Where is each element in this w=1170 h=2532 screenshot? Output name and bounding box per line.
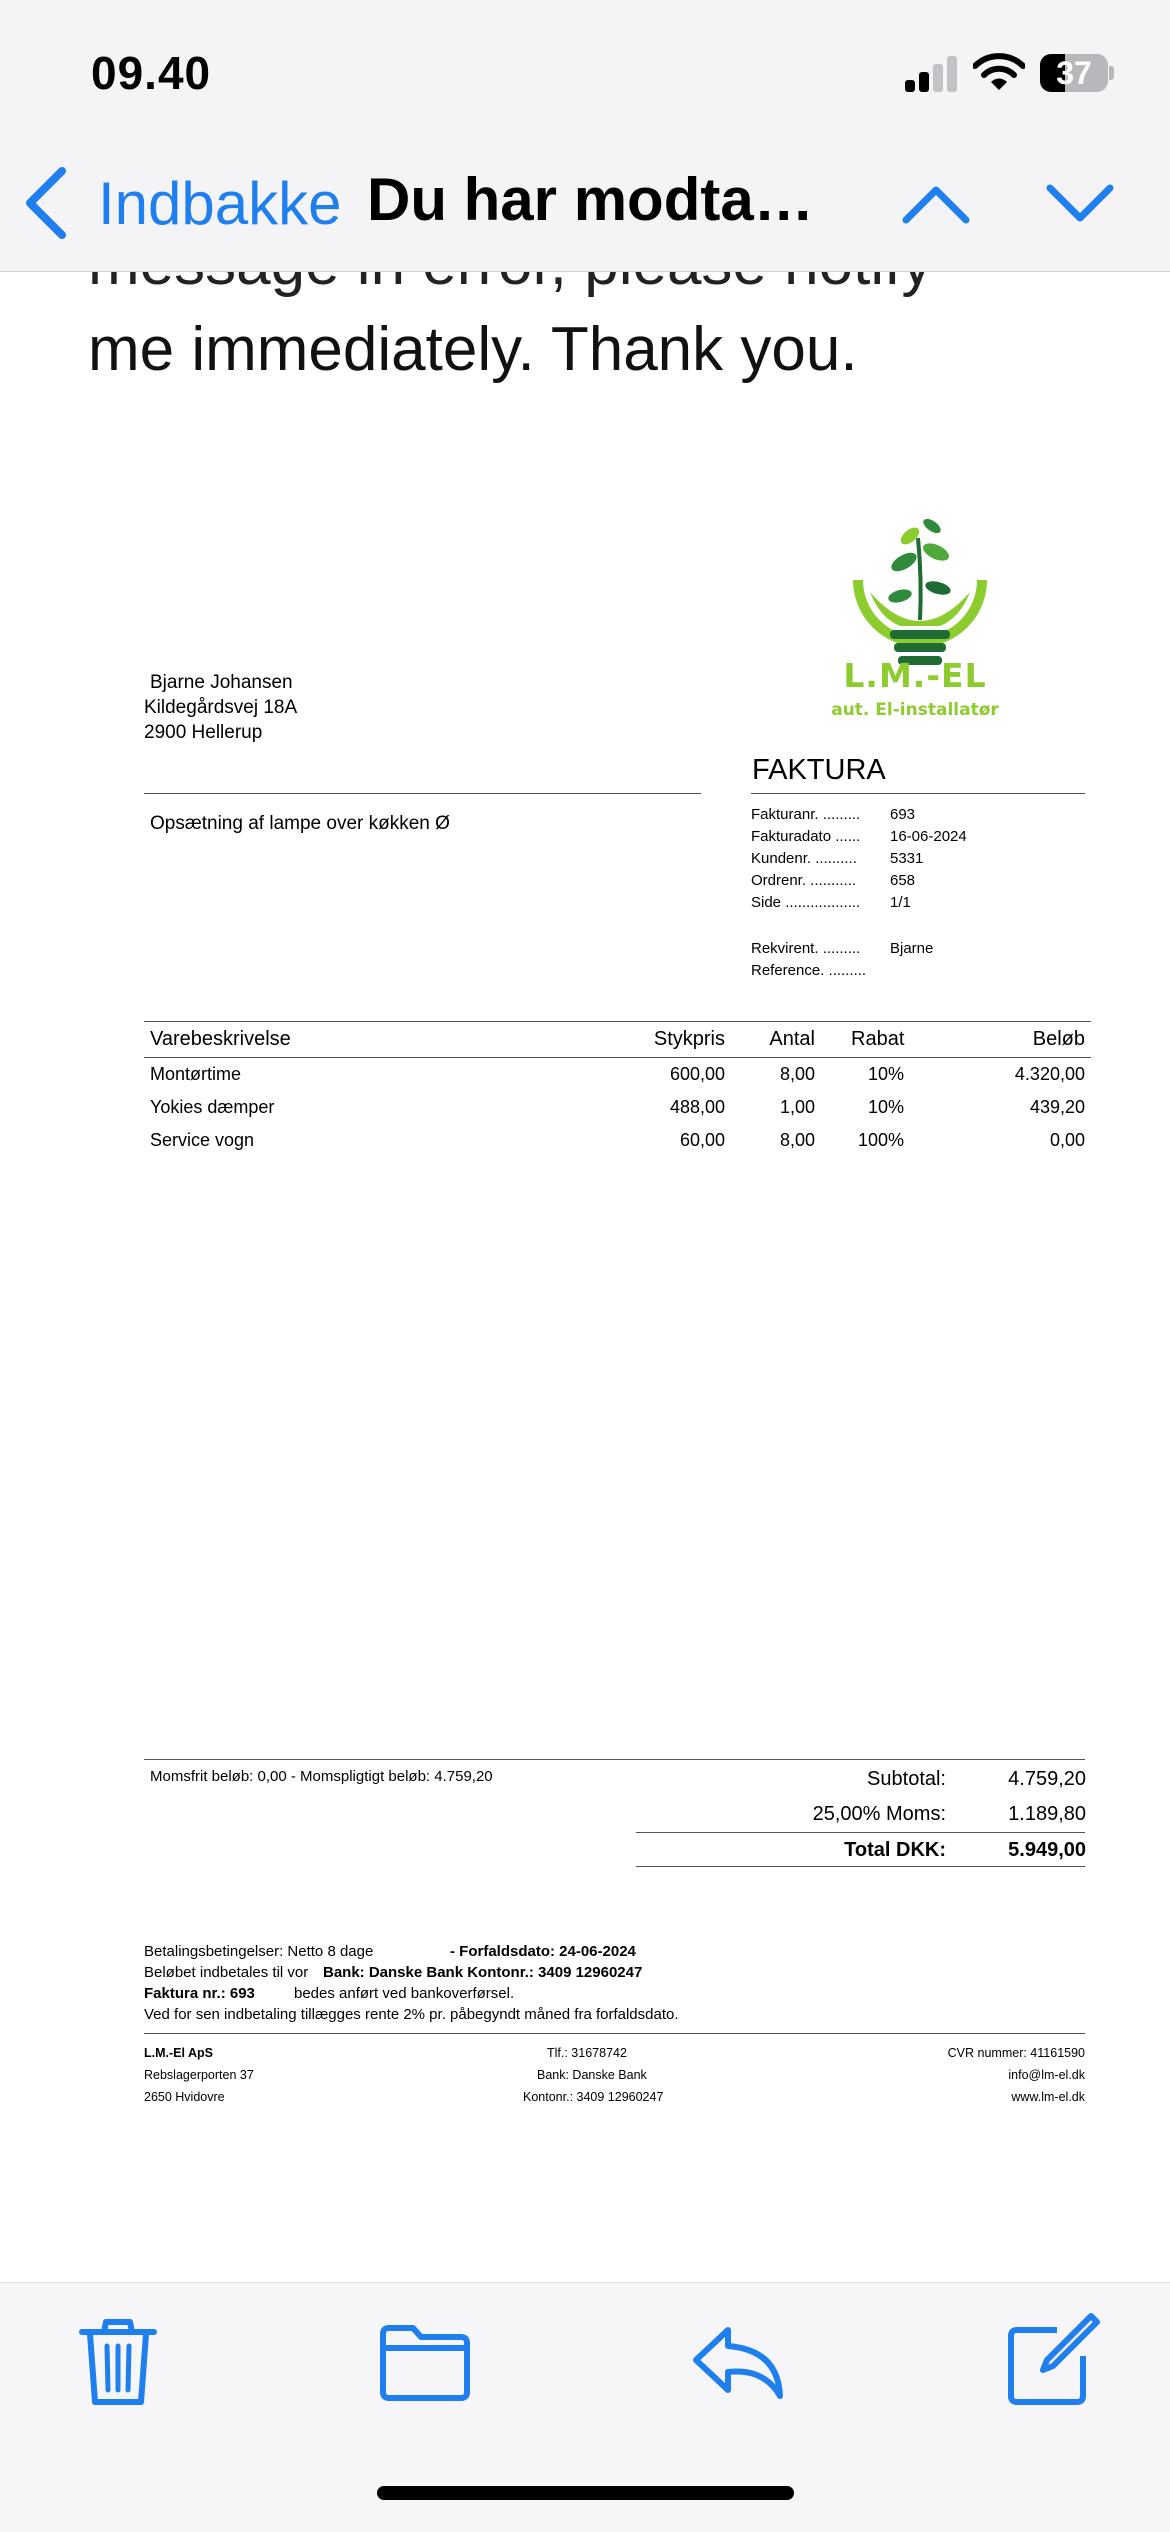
footer-email: info@lm-el.dk	[1008, 2068, 1085, 2082]
cell-qty: 8,00	[779, 1064, 815, 1084]
payment-terms: Betalingsbetingelser: Netto 8 dage	[144, 1943, 374, 1960]
message-text: me immediately. Thank you.	[88, 315, 858, 384]
cell-price: 488,00	[669, 1097, 725, 1117]
vat-value: 1.189,80	[1008, 1803, 1086, 1825]
cell-discount: 100%	[857, 1130, 904, 1150]
meta-value: 1/1	[890, 894, 911, 911]
logo-name: L.M.-EL	[843, 656, 987, 695]
cell-description: Service vogn	[150, 1130, 255, 1150]
invoice-reference: Faktura nr.: 693	[144, 1985, 255, 2002]
subtotal-label: Subtotal:	[867, 1768, 946, 1790]
chevron-left-icon	[20, 165, 72, 241]
meta-label: Side ..................	[751, 894, 861, 911]
meta-label: Ordrenr. ...........	[751, 872, 857, 889]
meta-label: Reference. .........	[751, 962, 867, 979]
recipient-city: 2900 Hellerup	[144, 722, 263, 743]
cell-price: 600,00	[669, 1064, 725, 1084]
folder-icon[interactable]	[375, 2310, 475, 2410]
cell-amount: 0,00	[1049, 1130, 1085, 1150]
meta-value: 5331	[890, 850, 924, 867]
chevron-down-icon[interactable]	[1044, 178, 1116, 228]
payment-prefix: Beløbet indbetales til vor	[144, 1964, 309, 1981]
payment-bank: Bank: Danske Bank Kontonr.: 3409 12960247	[323, 1964, 643, 1981]
trash-icon[interactable]	[68, 2310, 168, 2410]
col-header-qty: Antal	[769, 1028, 815, 1050]
footer-rule	[144, 2033, 1085, 2034]
wifi-icon	[973, 52, 1025, 92]
total-value: 5.949,00	[1008, 1839, 1086, 1861]
navigation-header	[0, 0, 1170, 272]
table-header-rule	[144, 1057, 1091, 1058]
message-subject-title: Du har modta…	[367, 166, 814, 233]
cell-qty: 1,00	[779, 1097, 815, 1117]
divider	[751, 793, 1085, 794]
col-header-amount: Beløb	[1032, 1028, 1085, 1050]
cell-discount: 10%	[867, 1097, 904, 1117]
footer-web: www.lm-el.dk	[1011, 2090, 1085, 2104]
subtotal-value: 4.759,20	[1008, 1768, 1086, 1790]
meta-label: Kundenr. ..........	[751, 850, 857, 867]
col-header-description: Varebeskrivelse	[150, 1028, 291, 1050]
meta-value: 658	[890, 872, 916, 889]
cell-amount: 4.320,00	[1014, 1064, 1085, 1084]
logo-tagline: aut. El-installatør	[831, 700, 999, 720]
cell-discount: 10%	[867, 1064, 904, 1084]
recipient-street: Kildegårdsvej 18A	[144, 697, 298, 718]
back-button-label: Indbakke	[98, 169, 342, 237]
meta-label: Fakturanr. .........	[751, 806, 861, 823]
col-header-price: Stykpris	[653, 1028, 725, 1050]
total-label: Total DKK:	[844, 1839, 946, 1861]
due-date: - Forfaldsdato: 24-06-2024	[450, 1943, 636, 1960]
totals-rule	[144, 1759, 1085, 1760]
footer-phone: Tlf.: 31678742	[547, 2046, 627, 2060]
cell-description: Montørtime	[150, 1064, 242, 1084]
footer-cvr: CVR nummer: 41161590	[947, 2046, 1085, 2060]
late-payment-note: Ved for sen indbetaling tillægges rente 2% pr. påbegyndt måned fra forfaldsdato.	[144, 2006, 679, 2023]
reply-icon[interactable]	[688, 2310, 788, 2410]
status-time: 09.40	[91, 47, 212, 99]
home-indicator	[377, 2486, 794, 2500]
meta-label: Rekvirent. .........	[751, 940, 861, 957]
footer-company: L.M.-El ApS	[144, 2046, 213, 2060]
battery-percent: 37	[1056, 55, 1092, 91]
total-rule	[636, 1832, 1085, 1833]
invoice-description: Opsætning af lampe over køkken Ø	[150, 813, 450, 834]
cellular-signal-icon	[905, 54, 959, 92]
vat-note: Momsfrit beløb: 0,00 - Momspligtigt beløb: 4.759,20	[150, 1768, 493, 1785]
footer-city: 2650 Hvidovre	[144, 2090, 225, 2104]
footer-street: Rebslagerporten 37	[144, 2068, 254, 2082]
invoice-heading: FAKTURA	[752, 754, 886, 786]
table-top-rule	[144, 1021, 1091, 1022]
recipient-name: Bjarne Johansen	[150, 672, 293, 693]
cell-qty: 8,00	[779, 1130, 815, 1150]
total-rule	[636, 1866, 1085, 1867]
cell-description: Yokies dæmper	[150, 1097, 275, 1117]
back-button[interactable]	[20, 160, 342, 246]
footer-account: Kontonr.: 3409 12960247	[523, 2090, 664, 2104]
cell-price: 60,00	[679, 1130, 725, 1150]
chevron-up-icon[interactable]	[900, 178, 972, 228]
battery-icon	[1040, 54, 1114, 92]
meta-value: 16-06-2024	[890, 828, 967, 845]
cell-amount: 439,20	[1029, 1097, 1085, 1117]
meta-value: 693	[890, 806, 916, 823]
vat-label: 25,00% Moms:	[812, 1803, 946, 1825]
compose-icon[interactable]	[1003, 2310, 1103, 2410]
footer-bank: Bank: Danske Bank	[537, 2068, 647, 2082]
invoice-reference-note: bedes anført ved bankoverførsel.	[294, 1985, 515, 2002]
meta-value: Bjarne	[890, 940, 934, 957]
divider	[144, 793, 701, 794]
meta-label: Fakturadato ......	[751, 828, 861, 845]
col-header-discount: Rabat	[851, 1028, 905, 1050]
